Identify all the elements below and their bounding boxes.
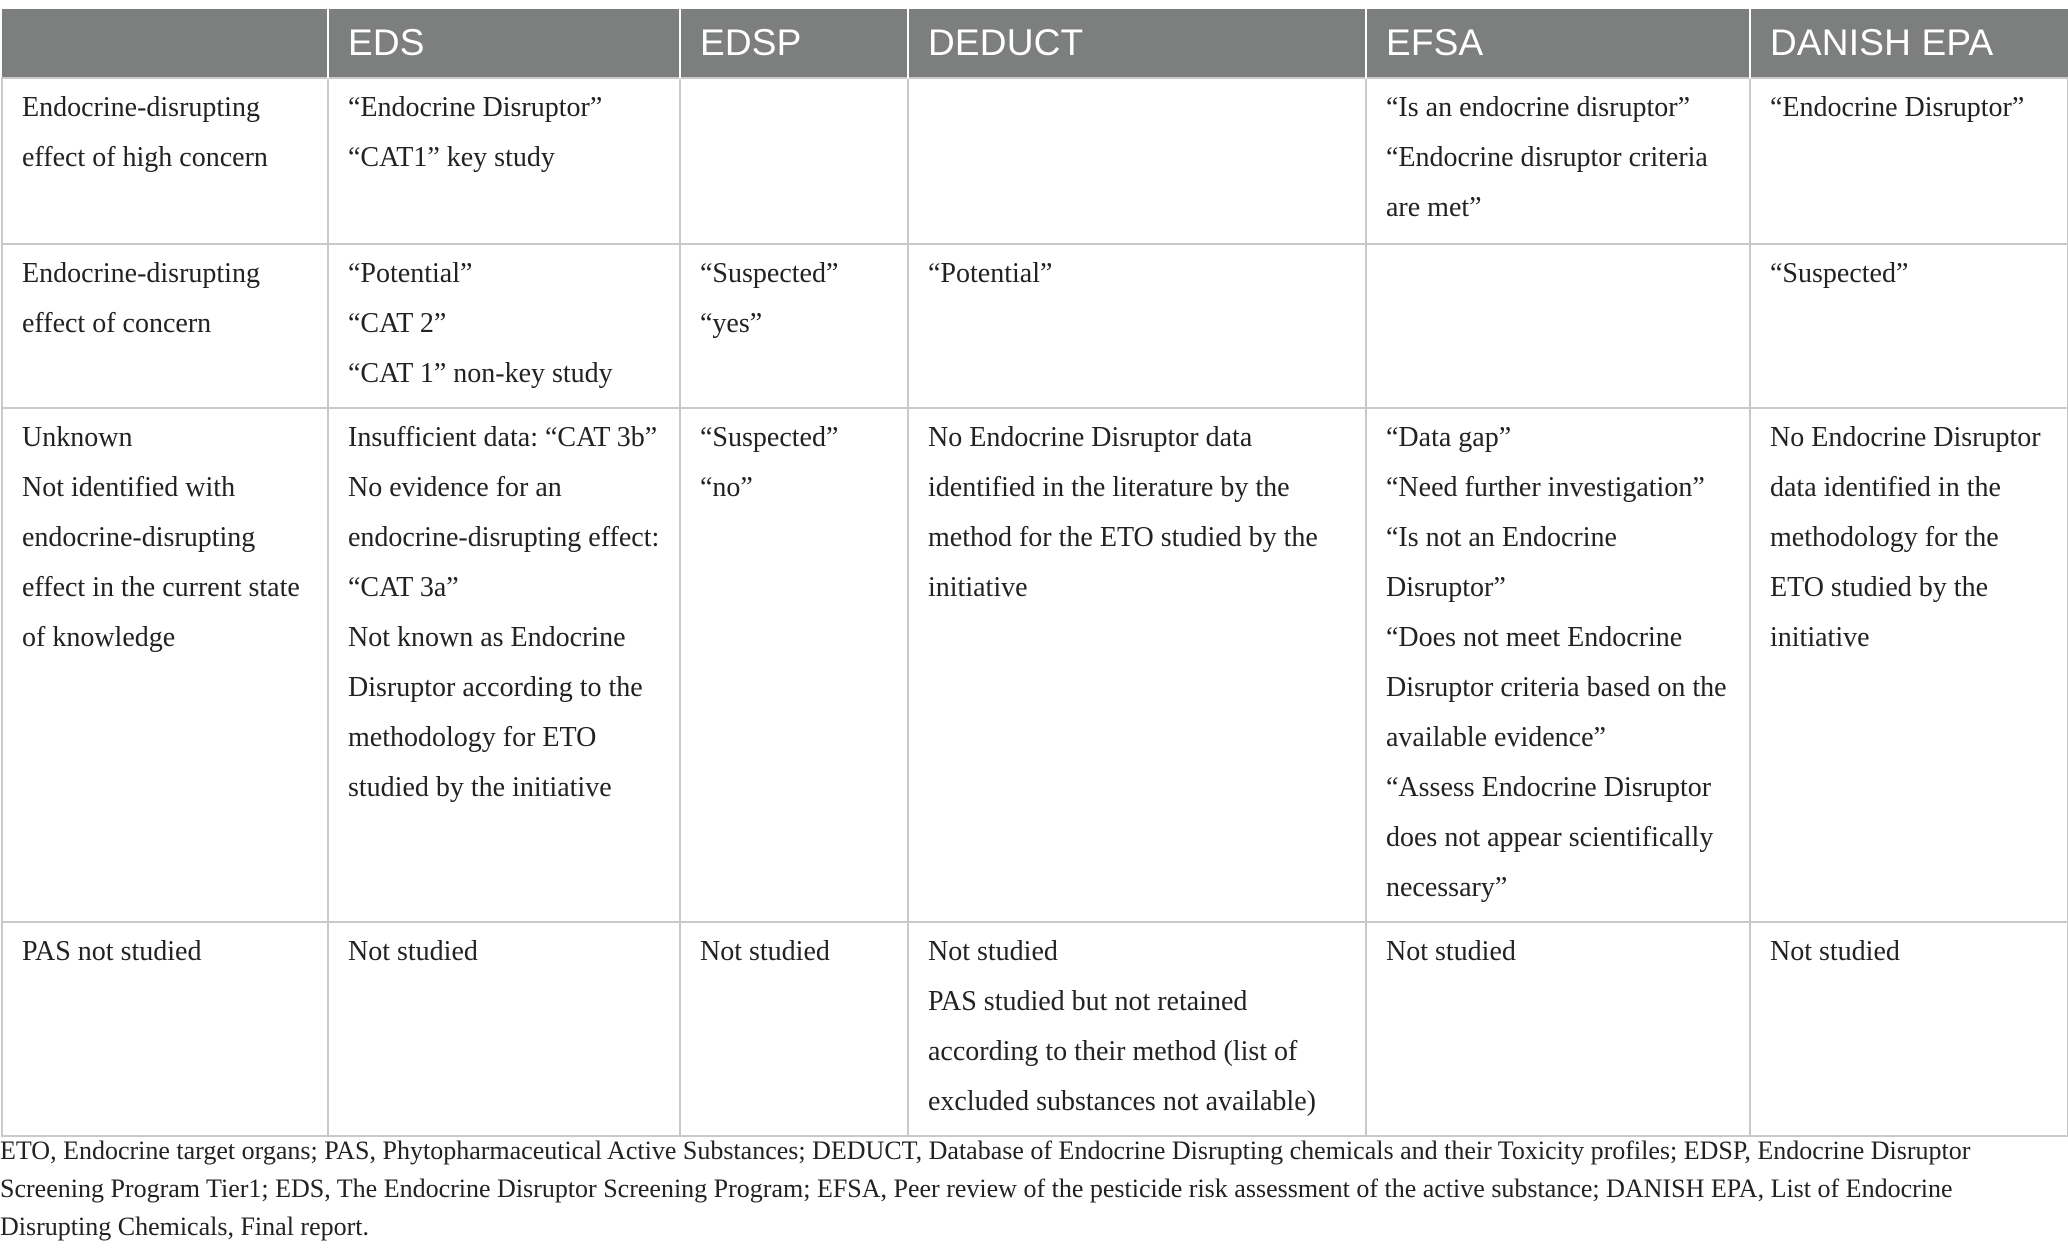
cell-line: “Suspected” (700, 422, 839, 453)
row-label-cell (2, 78, 328, 244)
cell-line: “Does not meet Endocrine Disruptor criteria based on the available evidence” (1386, 622, 1727, 753)
header-cell-deduct: DEDUCT (908, 9, 1366, 78)
eds-cell (328, 244, 680, 408)
cell-line: “Is not an Endocrine Disruptor” (1386, 522, 1617, 603)
cell-line: Not studied (1386, 936, 1516, 967)
cell-line: “Endocrine disruptor criteria are met” (1386, 142, 1708, 223)
cell-line: Not studied (1770, 936, 1900, 967)
row-label-cell (2, 408, 328, 922)
cell-line: No Endocrine Disruptor data identified in the methodology for the ETO studied by the initiative (1770, 422, 2041, 653)
deduct-cell (908, 408, 1366, 922)
cell-line: “Assess Endocrine Disruptor does not appear scientifically necessary” (1386, 772, 1714, 903)
cell-line: “yes” (700, 308, 763, 339)
table-row (2, 78, 2068, 244)
cell-line: Not studied (928, 936, 1058, 967)
cell-line: Endocrine-disrupting effect of high concern (22, 92, 268, 173)
efsa-cell (1366, 922, 1750, 1136)
danish-epa-cell (1750, 922, 2068, 1136)
edsp-cell (680, 244, 908, 408)
danish-epa-cell (1750, 408, 2068, 922)
cell-line: No Endocrine Disruptor data identified in the literature by the method for the ETO studied by the initiative (928, 422, 1318, 603)
edsp-cell (680, 408, 908, 922)
cell-line: PAS studied but not retained according to their method (list of excluded substances not available) (928, 986, 1316, 1117)
cell-line: “no” (700, 472, 753, 503)
deduct-cell (908, 922, 1366, 1136)
cell-line: PAS not studied (22, 936, 202, 967)
cell-line: Endocrine-disrupting effect of concern (22, 258, 260, 339)
cell-line: “CAT 1” non-key study (348, 358, 613, 389)
cell-line: “Is an endocrine disruptor” (1386, 92, 1690, 123)
cell-line: “Endocrine Disruptor” (348, 92, 603, 123)
row-label-cell (2, 922, 328, 1136)
header-cell-efsa: EFSA (1366, 9, 1750, 78)
cell-line: Not identified with endocrine-disrupting effect in the current state of knowledge (22, 472, 300, 653)
cell-line: “Suspected” (1770, 258, 1909, 289)
table-row (2, 408, 2068, 922)
cell-line: “Potential” (348, 258, 473, 289)
efsa-cell (1366, 408, 1750, 922)
table-row (2, 922, 2068, 1136)
eds-cell (328, 922, 680, 1136)
efsa-cell (1366, 244, 1750, 408)
deduct-cell (908, 78, 1366, 244)
cell-line: Not known as Endocrine Disruptor according to the methodology for ETO studied by the initiative (348, 622, 643, 803)
cell-line: “Data gap” (1386, 422, 1512, 453)
table-footnote: ETO, Endocrine target organs; PAS, Phytopharmaceutical Active Substances; DEDUCT, Database of Endocrine Disrupting chemicals and their Toxicity profiles; EDSP, Endocrine Disruptor Screening Program Tier1; EDS, The Endocrine Disruptor Screening Program; EFSA, Peer review of the pesticide risk assessment of the active substance; DANISH EPA, List of Endocrine Disrupting Chemicals, Final report. (0, 1136, 1971, 1241)
cell-line: No evidence for an endocrine-disrupting effect: “CAT 3a” (348, 472, 660, 603)
cell-line: “CAT 2” (348, 308, 447, 339)
cell-line: “Suspected” (700, 258, 839, 289)
cell-line: Not studied (348, 936, 478, 967)
danish-epa-cell (1750, 78, 2068, 244)
cell-line: “Potential” (928, 258, 1053, 289)
deduct-cell (908, 244, 1366, 408)
eds-cell (328, 78, 680, 244)
cell-line: “Endocrine Disruptor” (1770, 92, 2025, 123)
header-cell-edsp: EDSP (680, 9, 908, 78)
header-cell-empty (2, 9, 328, 78)
danish-epa-cell (1750, 244, 2068, 408)
eds-cell (328, 408, 680, 922)
edsp-cell (680, 922, 908, 1136)
endocrine-classification-table (1, 9, 2068, 1137)
cell-line: “CAT1” key study (348, 142, 555, 173)
header-cell-danish-epa: DANISH EPA (1750, 9, 2068, 78)
cell-line: Insufficient data: “CAT 3b” (348, 422, 658, 453)
cell-line: Unknown (22, 422, 133, 453)
table-row (2, 244, 2068, 408)
cell-line: Not studied (700, 936, 830, 967)
efsa-cell (1366, 78, 1750, 244)
cell-line: “Need further investigation” (1386, 472, 1705, 503)
header-cell-eds: EDS (328, 9, 680, 78)
edsp-cell (680, 78, 908, 244)
row-label-cell (2, 244, 328, 408)
table-header-row (2, 9, 2068, 78)
